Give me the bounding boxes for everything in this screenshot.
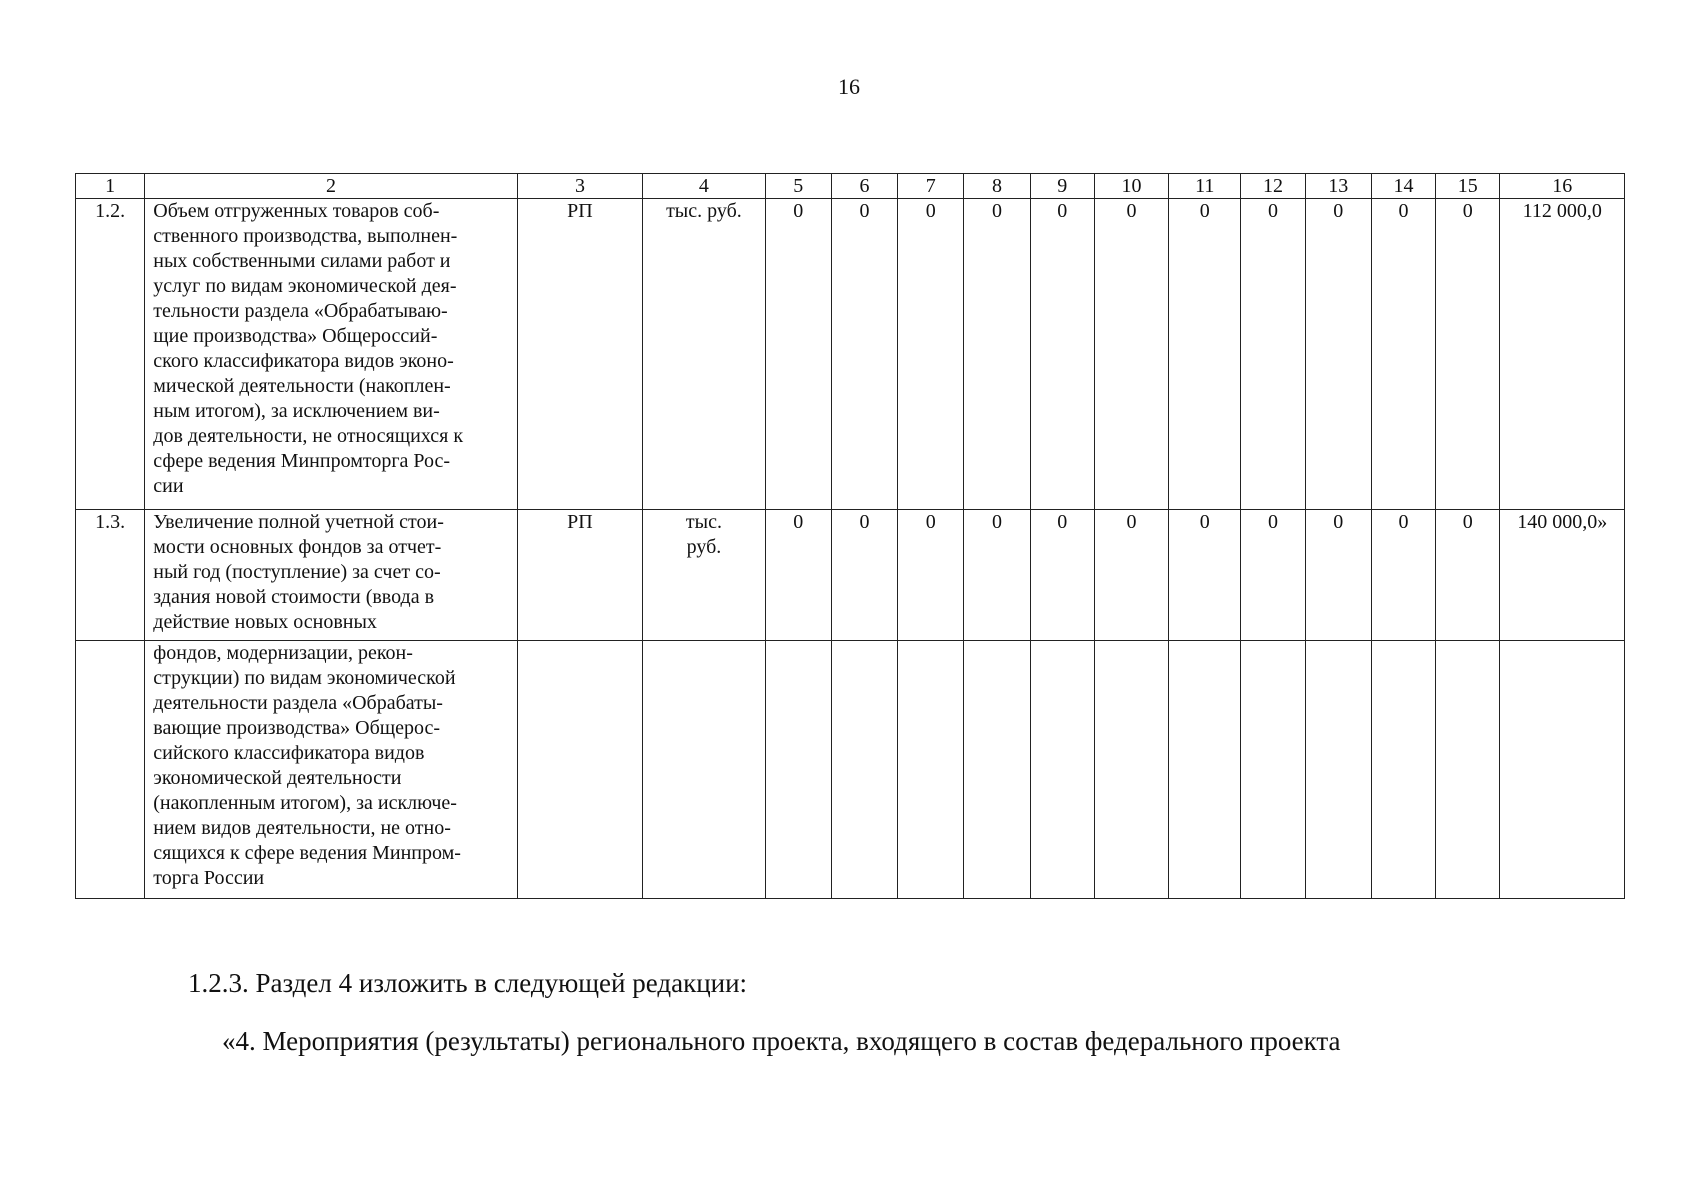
- row-number: 1.3.: [76, 510, 145, 641]
- value-cell: 0: [1371, 510, 1435, 641]
- section-heading: «4. Мероприятия (результаты) регионального проекта, входящего в состав федерального проекта: [222, 1026, 1341, 1056]
- value-cell: 0: [765, 199, 831, 510]
- description-line: (накопленным итогом), за исключе-: [153, 792, 457, 814]
- unit-cell: тыс. руб.: [643, 199, 765, 510]
- value-cell: [1305, 641, 1371, 899]
- value-cell: [1241, 641, 1305, 899]
- amendment-paragraph: 1.2.3. Раздел 4 изложить в следующей редакции:: [188, 968, 748, 998]
- header-cell: 4: [643, 174, 765, 199]
- description-line: здания новой стоимости (ввода в: [153, 586, 435, 608]
- value-cell: 0: [1241, 510, 1305, 641]
- description-line: ным итогом), за исключением ви-: [153, 400, 440, 422]
- level-cell: РП: [517, 199, 642, 510]
- row-description: [145, 199, 517, 510]
- value-cell: [964, 641, 1030, 899]
- description-line: мической деятельности (накоплен-: [153, 375, 451, 397]
- header-cell: 10: [1094, 174, 1168, 199]
- value-cell: [1371, 641, 1435, 899]
- row-description: [145, 641, 517, 899]
- unit-cell: [643, 510, 765, 641]
- total-cell: 140 000,0»: [1500, 510, 1625, 641]
- description-line: ского классификатора видов эконо-: [153, 350, 454, 372]
- header-cell: 8: [964, 174, 1030, 199]
- unit-cell: [643, 641, 765, 899]
- description-line: дов деятельности, не относящихся к: [153, 425, 464, 447]
- value-cell: 0: [1094, 510, 1168, 641]
- description-line: услуг по видам экономической дея-: [153, 275, 457, 297]
- row-number: 1.2.: [76, 199, 145, 510]
- page-number: 16: [838, 74, 860, 99]
- description-line: деятельности раздела «Обрабаты-: [153, 692, 443, 714]
- description-line: струкции) по видам экономической: [153, 667, 456, 689]
- value-cell: 0: [1169, 199, 1241, 510]
- value-cell: 0: [831, 199, 897, 510]
- header-cell: 11: [1169, 174, 1241, 199]
- value-cell: 0: [898, 510, 964, 641]
- value-cell: [898, 641, 964, 899]
- table-row: [76, 199, 1625, 510]
- description-line: вающие производства» Общерос-: [153, 717, 441, 739]
- description-line: Увеличение полной учетной стои-: [153, 511, 444, 533]
- unit-line: тыс.: [685, 511, 722, 533]
- value-cell: 0: [1241, 199, 1305, 510]
- value-cell: 0: [964, 510, 1030, 641]
- header-cell: 6: [831, 174, 897, 199]
- value-cell: 0: [1305, 510, 1371, 641]
- description-line: сийского классификатора видов: [153, 742, 425, 764]
- header-cell: 2: [145, 174, 517, 199]
- row-description: [145, 510, 517, 641]
- description-line: мости основных фондов за отчет-: [153, 536, 442, 558]
- description-line: экономической деятельности: [153, 767, 402, 789]
- header-cell: 16: [1500, 174, 1625, 199]
- table-row: [76, 641, 1625, 899]
- table-row: [76, 510, 1625, 641]
- value-cell: 0: [765, 510, 831, 641]
- value-cell: 0: [964, 199, 1030, 510]
- description-line: торга России: [153, 867, 265, 889]
- value-cell: 0: [1030, 510, 1094, 641]
- header-cell: 13: [1305, 174, 1371, 199]
- header-cell: 15: [1436, 174, 1500, 199]
- value-cell: 0: [1436, 199, 1500, 510]
- description-line: сящихся к сфере ведения Минпром-: [153, 842, 461, 864]
- description-line: нием видов деятельности, не отно-: [153, 817, 451, 839]
- description-line: сфере ведения Минпромторга Рос-: [153, 450, 451, 472]
- header-cell: 3: [517, 174, 642, 199]
- value-cell: 0: [1094, 199, 1168, 510]
- row-number: [76, 641, 145, 899]
- description-line: Объем отгруженных товаров соб-: [153, 200, 440, 222]
- table-header-row: [76, 174, 1625, 199]
- value-cell: 0: [1371, 199, 1435, 510]
- value-cell: 0: [831, 510, 897, 641]
- description-line: сии: [153, 475, 184, 497]
- value-cell: [831, 641, 897, 899]
- value-cell: 0: [1305, 199, 1371, 510]
- description-line: ных собственными силами работ и: [153, 250, 451, 272]
- header-cell: 14: [1371, 174, 1435, 199]
- total-cell: 112 000,0: [1500, 199, 1625, 510]
- indicator-table: [75, 173, 1625, 899]
- description-line: действие новых основных: [153, 611, 377, 633]
- value-cell: 0: [1436, 510, 1500, 641]
- unit-line: руб.: [686, 536, 722, 558]
- description-line: тельности раздела «Обрабатываю-: [153, 300, 448, 322]
- description-line: щие производства» Общероссий-: [153, 325, 438, 347]
- header-cell: 12: [1241, 174, 1305, 199]
- level-cell: РП: [517, 510, 642, 641]
- description-line: ственного производства, выполнен-: [153, 225, 458, 247]
- description-line: фондов, модернизации, рекон-: [153, 642, 413, 664]
- value-cell: 0: [1169, 510, 1241, 641]
- value-cell: 0: [898, 199, 964, 510]
- level-cell: [517, 641, 642, 899]
- value-cell: [765, 641, 831, 899]
- value-cell: [1030, 641, 1094, 899]
- header-cell: 5: [765, 174, 831, 199]
- value-cell: 0: [1030, 199, 1094, 510]
- value-cell: [1094, 641, 1168, 899]
- description-line: ный год (поступление) за счет со-: [153, 561, 441, 583]
- value-cell: [1169, 641, 1241, 899]
- value-cell: [1436, 641, 1500, 899]
- header-cell: 9: [1030, 174, 1094, 199]
- total-cell: [1500, 641, 1625, 899]
- header-cell: 7: [898, 174, 964, 199]
- header-cell: 1: [76, 174, 145, 199]
